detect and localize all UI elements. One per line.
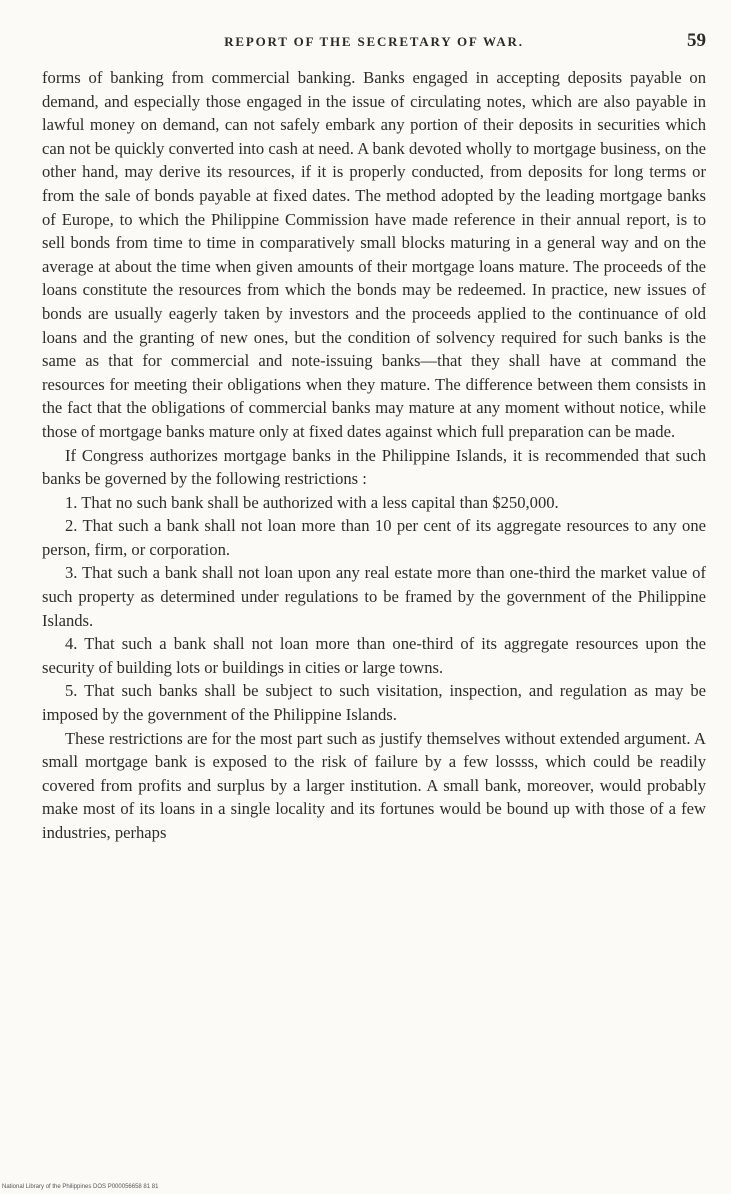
header-title: REPORT OF THE SECRETARY OF WAR. <box>224 34 524 49</box>
paragraph: If Congress authorizes mortgage banks in the Philippine Islands, it is recommended that such banks be governed by the following restrictions : <box>42 445 706 489</box>
paragraph: These restrictions are for the most part such as justify themselves without extended argument. A small mortgage bank is exposed to the risk of failure by a few lossss, which could be readily covered from profits and surplus by a larger institution. A small bank, moreover, would probably make most of its loans in a single locality and its fortunes would be bound up with those of a few industries, perhaps <box>42 728 706 842</box>
page-number: 59 <box>687 30 706 51</box>
scan-footer: National Library of the Philippines DOS P000056658 81 81 <box>2 1184 159 1190</box>
body-text <box>42 66 706 845</box>
running-header <box>42 30 706 54</box>
restriction-item: 3. That such a bank shall not loan upon any real estate more than one-third the market value of such property as determined under regulations to be framed by the government of the Philippine Islands. <box>42 563 706 630</box>
restriction-item: 2. That such a bank shall not loan more than 10 per cent of its aggregate resources to any one person, firm, or corporation. <box>42 516 706 559</box>
restriction-item: 4. That such a bank shall not loan more than one-third of its aggregate resources upon the security of building lots or buildings in cities or large towns. <box>42 634 706 677</box>
restriction-item: 5. That such banks shall be subject to such visitation, inspection, and regulation as may be imposed by the government of the Philippine Islands. <box>42 681 706 725</box>
paragraph: forms of banking from commercial banking. Banks engaged in accepting deposits payable on demand, and especially those engaged in the issue of circulating notes, which are also payable in lawful money on demand, can not safely embark any portion of their deposits in securities which can not be quickly converted into cash at need. A bank devoted wholly to mortgage business, on the other hand, may derive its resources, if it is properly conducted, from deposits for long terms or from the sale of bonds payable at fixed dates. The method adopted by the leading mortgage banks of Europe, to which the Philippine Commission have made reference in their annual report, is to sell bonds from time to time in comparatively small blocks maturing in a general way and on the average at about the time when given amounts of their mortgage loans mature. The proceeds of the loans constitute the resources from which the bonds may be redeemed. In practice, new issues of bonds are usually eagerly taken by investors and the proceeds applied to the continuance of old loans and the granting of new ones, but the condition of solvency required for such banks is the same as that for commercial and note-issuing banks—that they shall have at command the resources for meeting their obligations when they mature. The difference between them consists in the fact that the obligations of commercial banks may mature at any moment without notice, while those of mortgage banks mature only at fixed dates against which full preparation can be made. <box>42 68 706 441</box>
restriction-item: 1. That no such bank shall be authorized with a less capital than $250,000. <box>65 492 559 512</box>
